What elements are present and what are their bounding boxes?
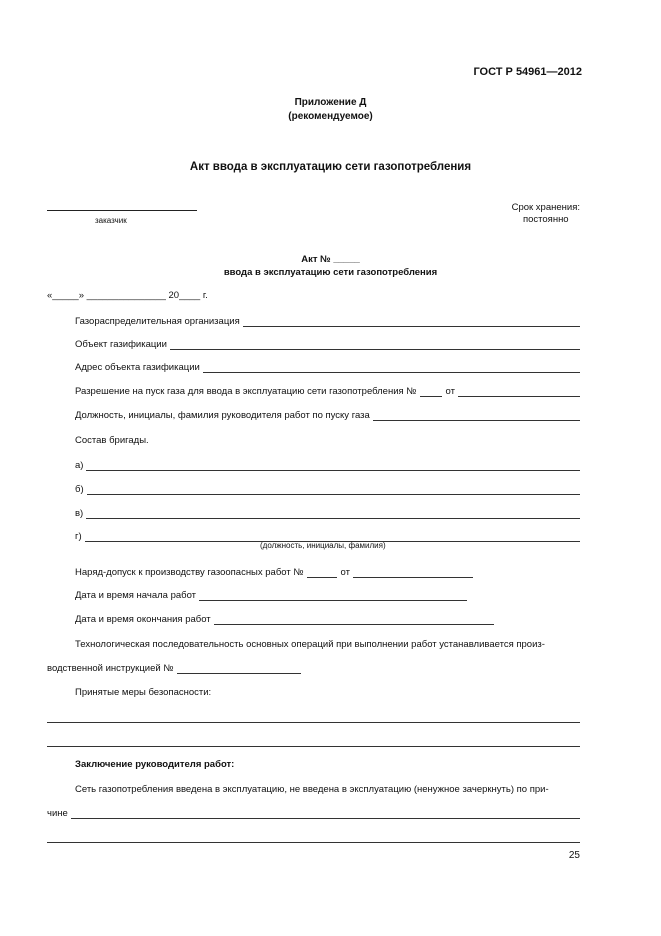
team-v-row: [75, 505, 580, 519]
work-permit-row: [75, 564, 580, 578]
safety-line-2: [47, 733, 580, 747]
object-field[interactable]: [170, 339, 580, 350]
end-label: Дата и время окончания работ: [75, 614, 211, 625]
sequence-row-2: [47, 660, 580, 674]
work-permit-date-field[interactable]: [353, 567, 473, 578]
gas-org-row: [75, 313, 580, 327]
conclusion-row-2: [47, 805, 580, 819]
work-permit-from-label: от: [340, 567, 350, 578]
reason-field-1[interactable]: [71, 808, 580, 819]
safety-line-1: [47, 709, 580, 723]
team-v-label: в): [75, 508, 84, 519]
standard-number: ГОСТ Р 54961—2012: [473, 66, 582, 78]
safety-row: [75, 684, 580, 698]
team-b-field[interactable]: [87, 484, 580, 495]
customer-caption: заказчик: [95, 216, 127, 225]
safety-field-2[interactable]: [47, 736, 580, 747]
team-b-row: [75, 481, 580, 495]
address-label: Адрес объекта газификации: [75, 362, 200, 373]
work-permit-number-field[interactable]: [307, 567, 337, 578]
team-a-row: [75, 457, 580, 471]
team-row: [75, 432, 580, 446]
permit-number-field[interactable]: [420, 386, 442, 397]
act-subtitle: ввода в эксплуатацию сети газопотребления: [223, 267, 438, 278]
end-row: [75, 611, 580, 625]
team-g-row: [75, 528, 580, 542]
team-a-field[interactable]: [86, 460, 580, 471]
act-number: Акт № _____: [301, 254, 360, 265]
reason-line-2: [47, 829, 580, 843]
conclusion-title: Заключение руководителя работ:: [75, 759, 235, 770]
appendix-label: Приложение Д: [294, 97, 367, 108]
act-heading: [0, 253, 661, 279]
permit-label: Разрешение на пуск газа для ввода в эксплуатацию сети газопотребления №: [75, 386, 417, 397]
gas-org-label: Газораспределительная организация: [75, 316, 240, 327]
address-row: [75, 359, 580, 373]
page-number: 25: [568, 850, 580, 861]
team-v-field[interactable]: [86, 508, 580, 519]
storage-label: Срок хранения:: [511, 202, 580, 213]
sequence-text-2: водственной инструкцией №: [47, 663, 174, 674]
start-field[interactable]: [199, 590, 467, 601]
conclusion-text-2: чине: [47, 808, 68, 819]
permit-date-field[interactable]: [458, 386, 580, 397]
sequence-row-1: [75, 636, 580, 650]
head-label: Должность, инициалы, фамилия руководителя работ по пуску газа: [75, 410, 370, 421]
gas-org-field[interactable]: [243, 316, 580, 327]
date-text: «_____» _______________ 20____ г.: [47, 290, 208, 301]
head-row: [75, 407, 580, 421]
team-label: Состав бригады.: [75, 435, 149, 446]
document-title: Акт ввода в эксплуатацию сети газопотребления: [189, 161, 472, 173]
permit-from-label: от: [445, 386, 455, 397]
storage-value: постоянно: [522, 214, 569, 225]
start-label: Дата и время начала работ: [75, 590, 197, 601]
safety-label: Принятые меры безопасности:: [75, 687, 212, 698]
team-a-label: а): [75, 460, 84, 471]
object-row: [75, 336, 580, 350]
appendix-status: (рекомендуемое): [288, 111, 373, 122]
team-caption: (должность, инициалы, фамилия): [260, 541, 386, 550]
reason-field-2[interactable]: [47, 832, 580, 843]
date-line: [47, 287, 580, 301]
storage-period: [512, 202, 580, 226]
conclusion-title-row: [75, 756, 580, 770]
appendix-heading: [0, 96, 661, 124]
permit-row: [75, 383, 580, 397]
conclusion-text-1: Сеть газопотребления введена в эксплуатацию, не введена в эксплуатацию (ненужное зачеркнуть) по при-: [75, 784, 549, 795]
customer-line: [47, 200, 197, 211]
team-b-label: б): [75, 484, 84, 495]
end-field[interactable]: [214, 614, 494, 625]
sequence-text-1: Технологическая последовательность основных операций при выполнении работ устанавливается произ-: [75, 639, 545, 650]
start-row: [75, 587, 580, 601]
head-field[interactable]: [373, 410, 580, 421]
object-label: Объект газификации: [75, 339, 167, 350]
work-permit-label: Наряд-допуск к производству газоопасных работ №: [75, 567, 304, 578]
team-g-label: г): [75, 531, 82, 542]
address-field[interactable]: [203, 362, 580, 373]
safety-field-1[interactable]: [47, 712, 580, 723]
instruction-number-field[interactable]: [177, 663, 301, 674]
conclusion-row-1: [75, 781, 580, 795]
